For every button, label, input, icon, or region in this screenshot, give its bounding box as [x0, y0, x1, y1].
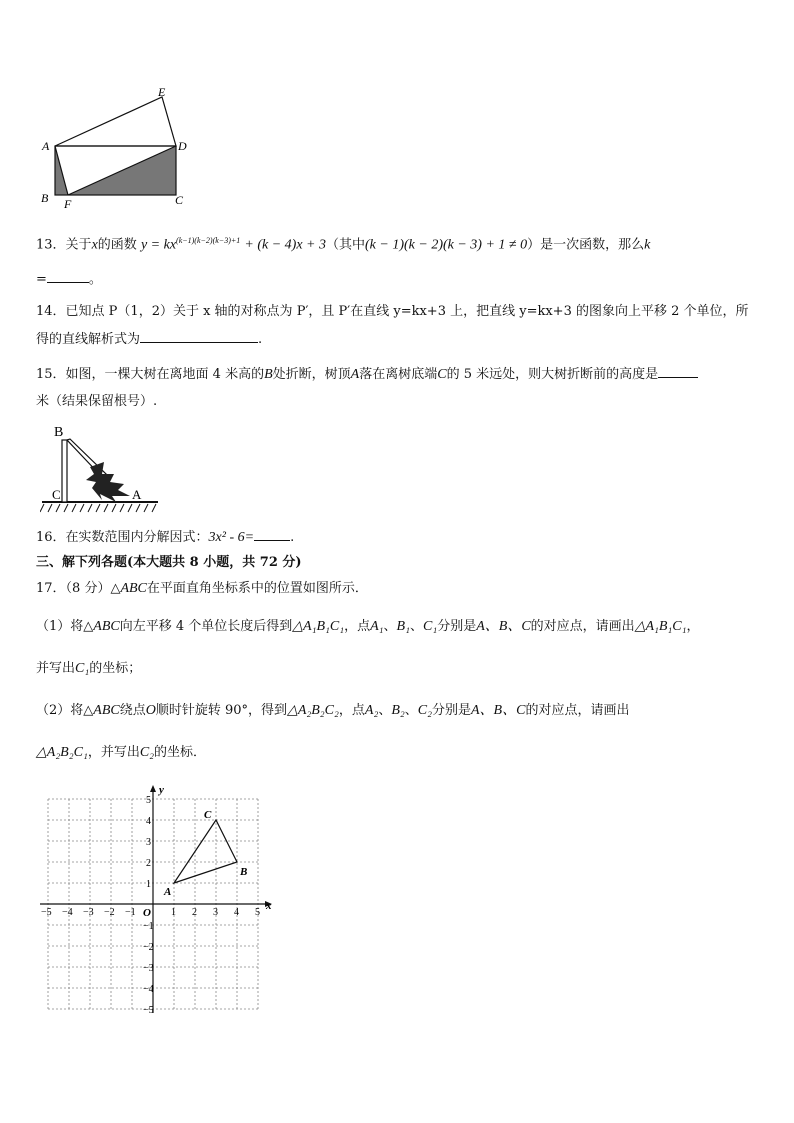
- label-C: C: [175, 193, 184, 207]
- question-15-line2: 米（结果保留根号）.: [36, 394, 158, 409]
- x-tick-label: −4: [62, 907, 73, 918]
- y-tick-label: 3: [146, 837, 151, 848]
- y-tick-label: −1: [143, 921, 154, 932]
- x-tick-label: 5: [255, 907, 260, 918]
- triangle-abc-shape: [174, 820, 237, 883]
- x-tick-label: 1: [171, 907, 176, 918]
- axes: [40, 784, 272, 1013]
- question-17-part2-line2: △A₂B₂C₁，并写出C₂的坐标．: [36, 745, 207, 760]
- x-tick-label: 2: [192, 907, 197, 918]
- y-axis-label: y: [159, 784, 164, 796]
- answer-blank-16[interactable]: [254, 528, 290, 541]
- point-label-B: B: [240, 866, 248, 878]
- point-label-A: A: [164, 886, 172, 898]
- label-D: D: [178, 139, 187, 153]
- y-tick-label: 2: [146, 858, 151, 869]
- point-label-C: C: [204, 809, 212, 821]
- label-tree-B: B: [54, 425, 64, 440]
- question-17-part1-line2: 并写出C₁的坐标；: [36, 661, 142, 676]
- y-axis-arrow: [150, 785, 156, 792]
- question-17: 17．（8 分）△ABC在平面直角坐标系中的位置如图所示．: [36, 581, 368, 596]
- tree-crown: [86, 462, 130, 502]
- x-axis-label: x: [266, 900, 272, 912]
- x-tick-label: −3: [83, 907, 94, 918]
- tree-trunk: [62, 440, 67, 502]
- y-tick-label: 5: [146, 795, 151, 806]
- label-A: A: [42, 139, 50, 153]
- y-tick-label: 4: [146, 816, 151, 827]
- x-tick-label: −5: [41, 907, 52, 918]
- y-tick-label: −4: [143, 984, 154, 995]
- x-tick-label: 4: [234, 907, 239, 918]
- x-tick-label: −2: [104, 907, 115, 918]
- question-17-part2: （2）将△ABC绕点O顺时针旋转 90°，得到△A₂B₂C₂，点A₂、B₂、C₂分别是A、B、C的对应点，请画出: [36, 703, 630, 718]
- origin-label: O: [143, 907, 151, 919]
- label-tree-A: A: [132, 487, 142, 502]
- y-tick-label: 1: [146, 879, 151, 890]
- y-tick-label: −2: [143, 942, 154, 953]
- tick-labels: [41, 795, 260, 1015]
- coordinate-grid: [40, 780, 285, 1015]
- question-14-line1: 14．已知点 P（1，2）关于 x 轴的对称点为 P′，且 P′在直线 y=kx+3 上，把直线 y=kx+3 的图象向上平移 2 个单位，所: [36, 304, 749, 319]
- answer-blank-13[interactable]: [47, 270, 89, 283]
- x-tick-label: 3: [213, 907, 218, 918]
- question-17-part1: （1）将△ABC向左平移 4 个单位长度后得到△A₁B₁C₁，点A₁、B₁、C₁分别是A、B、C的对应点，请画出△A₁B₁C₁，: [36, 619, 700, 634]
- question-13: 13．关于x的函数 $y = kx^{(k-1)(k-2)(k-3)+1} + (k - 4)x + 3$（其中(k − 1)(k − 2)(k − 3) + 1 ≠ 0）是一次函数，那么k: [36, 236, 651, 253]
- label-tree-C: C: [52, 487, 61, 502]
- triangle-abc: [163, 809, 247, 898]
- section-3-heading: 三、解下列各题(本大题共 8 小题，共 72 分): [36, 555, 302, 570]
- answer-blank-15[interactable]: [658, 365, 698, 378]
- label-E: E: [158, 85, 166, 99]
- rectangle-figure: [36, 84, 196, 212]
- question-13-answer: = 。: [36, 272, 102, 287]
- broken-tree-figure: [40, 422, 165, 517]
- y-tick-label: −3: [143, 963, 154, 974]
- ground-hatching: [40, 504, 156, 512]
- x-tick-label: −1: [125, 907, 136, 918]
- triangle-aed: [55, 97, 176, 146]
- label-F: F: [64, 197, 72, 211]
- answer-blank-14[interactable]: [140, 330, 258, 343]
- question-14-line2: 得的直线解析式为 .: [36, 332, 263, 347]
- question-16: 16．在实数范围内分解因式：3x² - 6= .: [36, 530, 295, 545]
- question-15-line1: 15．如图，一棵大树在离地面 4 米高的B处折断，树顶A落在离树底端C的 5 米远处，则大树折断前的高度是: [36, 365, 698, 384]
- y-tick-label: −5: [143, 1005, 154, 1015]
- label-B: B: [41, 191, 49, 205]
